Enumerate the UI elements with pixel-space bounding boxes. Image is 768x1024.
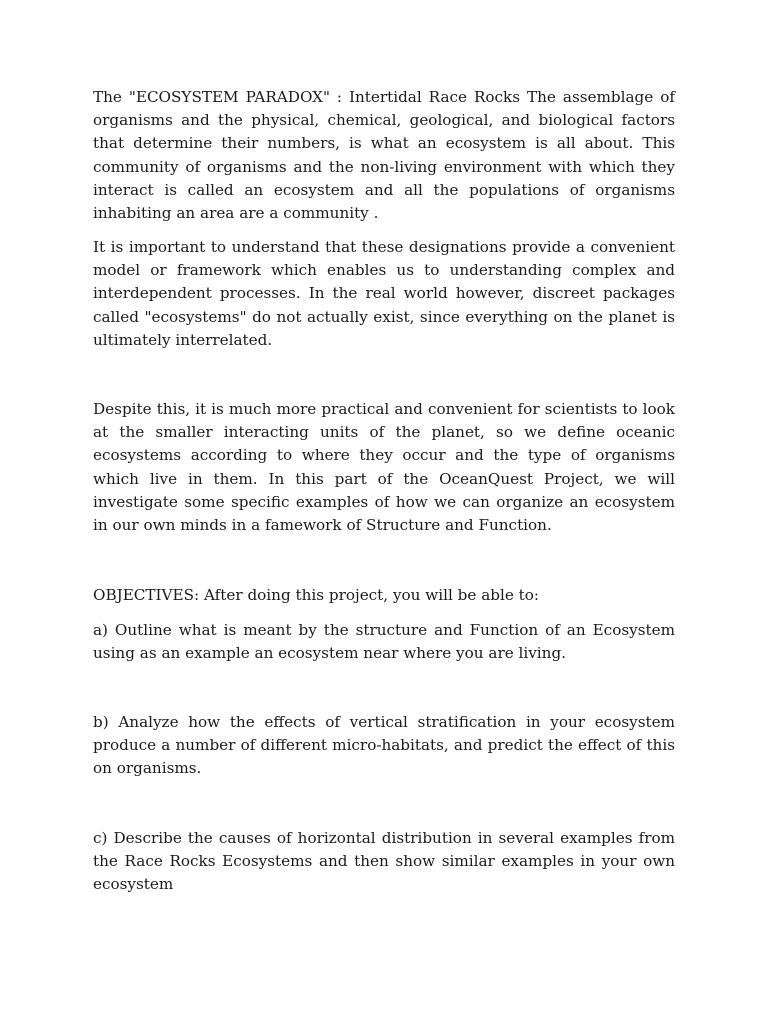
objective-item-b: b) Analyze how the effects of vertical stratification in your ecosystem produce a number of different micro-habitats, and predict the effect of this on organisms. — [93, 713, 675, 778]
objective-item-c: c) Describe the causes of horizontal distribution in several examples from the Race Rocks Ecosystems and then show similar examples in your own ecosystem — [93, 829, 675, 894]
practical-paragraph: Despite this, it is much more practical and convenient for scientists to look at the smaller interacting units of the planet, so we define oceanic ecosystems according to where they occur and the type of organisms which live in them. In this part of the OceanQuest Project, we will investigate some specific examples of how we can organize an ecosystem in our own minds in a famework of Structure and Function. — [93, 400, 675, 535]
framework-paragraph: It is important to understand that these designations provide a convenient model or framework which enables us to understanding complex and interdependent processes. In the real world however, discreet packages called "ecosystems" do not actually exist, since everything on the planet is ultimately interrelated. — [93, 238, 675, 349]
objectives-heading: OBJECTIVES: After doing this project, you will be able to: — [93, 586, 540, 604]
objective-item-a: a) Outline what is meant by the structure and Function of an Ecosystem using as an example an ecosystem near where you are living. — [93, 621, 675, 663]
intro-paragraph: The "ECOSYSTEM PARADOX" : Intertidal Race Rocks The assemblage of organisms and the physical, chemical, geological, and biological factors that determine their numbers, is what an ecosystem is all about. This community of organisms and the non-living environment with which they interact is called an ecosystem and all the populations of organisms inhabiting an area are a community . — [93, 88, 675, 223]
